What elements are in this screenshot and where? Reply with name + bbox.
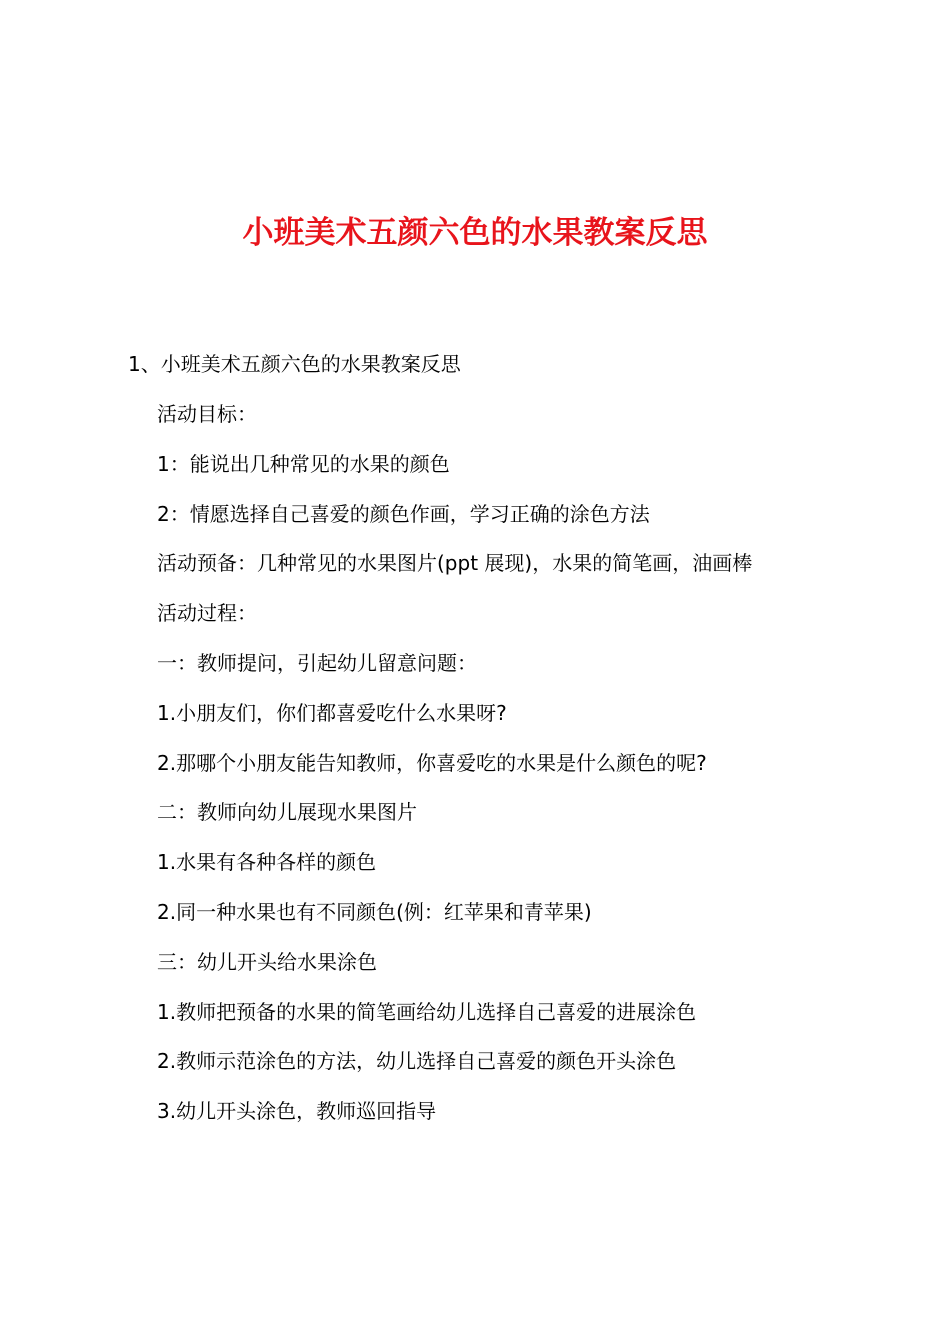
text-line: 3.幼儿开头涂色，教师巡回指导	[157, 1099, 437, 1124]
text-line: 1.水果有各种各样的颜色	[157, 850, 377, 875]
section-heading: 1、小班美术五颜六色的水果教案反思	[128, 352, 461, 376]
text-line: 活动过程：	[157, 601, 257, 626]
document-title: 小班美术五颜六色的水果教案反思	[242, 215, 708, 251]
text-line: 二：教师向幼儿展现水果图片	[157, 800, 417, 825]
body-text	[157, 395, 752, 1142]
text-line: 2.那哪个小朋友能告知教师，你喜爱吃的水果是什么颜色的呢?	[157, 750, 707, 775]
text-line: 活动预备：几种常见的水果图片(ppt 展现)，水果的简笔画，油画棒	[157, 551, 753, 576]
text-line: 1：能说出几种常见的水果的颜色	[157, 451, 450, 476]
text-line: 一：教师提问，引起幼儿留意问题：	[157, 650, 477, 675]
text-line: 1.小朋友们，你们都喜爱吃什么水果呀?	[157, 700, 507, 725]
text-line: 活动目标：	[157, 402, 257, 426]
text-line: 1.教师把预备的水果的简笔画给幼儿选择自己喜爱的进展涂色	[157, 999, 697, 1024]
text-line: 2：情愿选择自己喜爱的颜色作画，学习正确的涂色方法	[157, 501, 650, 526]
text-line: 2.同一种水果也有不同颜色(例：红苹果和青苹果)	[157, 899, 592, 924]
text-line: 2.教师示范涂色的方法，幼儿选择自己喜爱的颜色开头涂色	[157, 1049, 677, 1074]
text-line: 三：幼儿开头给水果涂色	[157, 949, 377, 974]
